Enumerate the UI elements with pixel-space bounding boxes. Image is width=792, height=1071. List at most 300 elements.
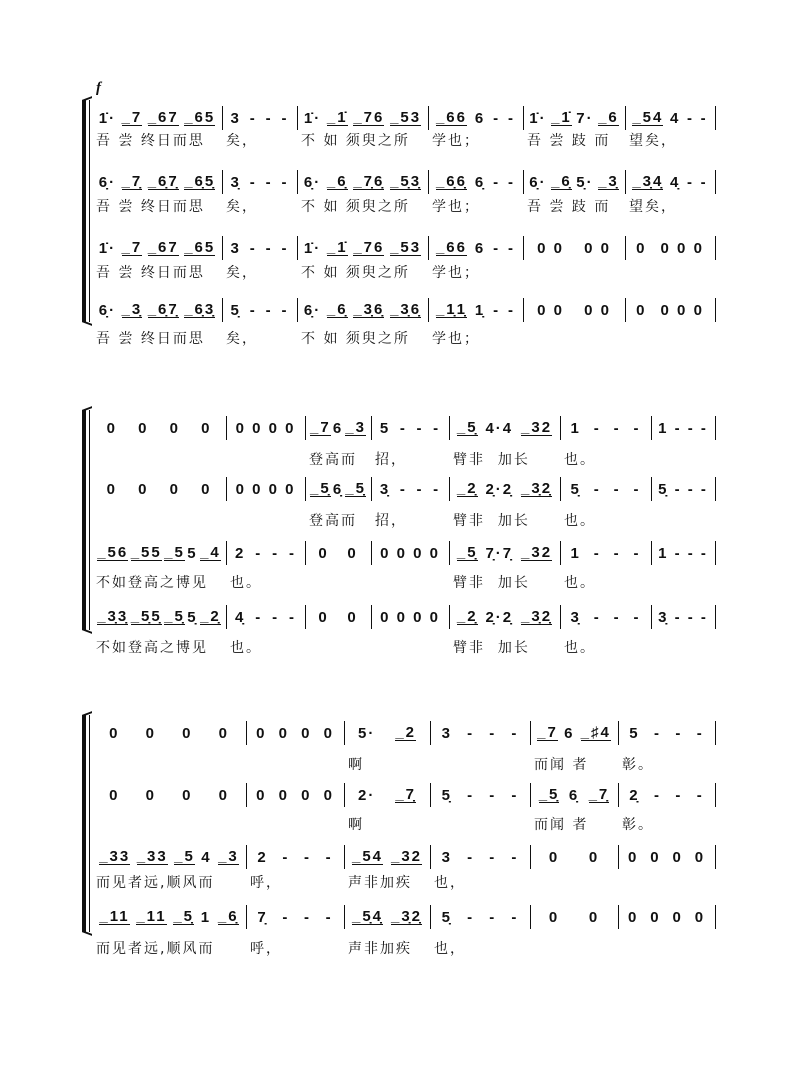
lyric-text: 也， — [434, 875, 466, 891]
measure — [434, 785, 526, 805]
bar-line — [226, 541, 227, 565]
note-group: _32 — [390, 848, 423, 865]
measure — [622, 907, 711, 927]
lyric-text: 不 如 须臾之所 — [301, 133, 410, 149]
note-group: 0 — [672, 848, 683, 866]
note-group: - — [613, 480, 621, 498]
note-group: - — [687, 480, 695, 498]
note-group: _5̣5̣ — [130, 608, 162, 625]
note-group: _6̣ — [551, 173, 572, 190]
note-group: - — [416, 480, 424, 498]
note-group: 6̣· — [98, 173, 117, 191]
note-group: 7̣ — [257, 908, 268, 926]
measure — [309, 479, 367, 499]
lyric-text: 啊 — [348, 757, 364, 773]
note-group: 6̣ — [568, 786, 580, 804]
bar-line — [430, 783, 431, 807]
measure — [226, 172, 293, 192]
note-group: - — [675, 724, 683, 742]
lyric-text: 声非加疾 — [348, 875, 412, 891]
note-group: 0 — [347, 608, 358, 626]
note-group: _5̣ — [310, 480, 331, 497]
measure — [301, 300, 424, 320]
lyric-text: 呼， — [250, 941, 282, 957]
measure — [564, 607, 647, 627]
note-group: - — [265, 109, 273, 127]
note-group: - — [255, 608, 263, 626]
note-group: _54 — [632, 109, 664, 126]
measure — [655, 418, 711, 438]
lyric-text: 也。 — [564, 640, 596, 656]
note-group: 0 — [218, 724, 229, 742]
bar-line — [625, 170, 626, 194]
note-group: 7̣·7̣ — [485, 544, 514, 562]
note-group: 2̣·2̣ — [485, 608, 514, 626]
note-group: 6̣· — [98, 301, 117, 319]
bar-line — [715, 298, 716, 322]
note-group: 2 — [234, 544, 246, 562]
lyric-text: 而闻 者 — [534, 757, 589, 773]
note-group: 0 0 0 0 — [235, 419, 296, 437]
lyric-text: 吾 尝 跂 而 — [527, 199, 611, 215]
note-group: _6̣ — [326, 301, 348, 318]
note-group: - — [489, 908, 497, 926]
bar-line — [371, 541, 372, 565]
bar-line — [449, 416, 450, 440]
note-group: - — [325, 908, 333, 926]
lyric-text: 臂非 加长 — [453, 575, 530, 591]
note-group: _3̣ — [598, 173, 619, 190]
note-group: - — [249, 109, 257, 127]
bar-line — [344, 905, 345, 929]
note-group: - — [508, 109, 516, 127]
note-group: - — [281, 239, 289, 257]
note-group: 0 — [109, 724, 120, 742]
note-group: - — [675, 786, 683, 804]
note-group: - — [289, 544, 297, 562]
note-group: - — [511, 908, 519, 926]
measure — [250, 847, 340, 867]
bar-line — [222, 170, 223, 194]
lyric-text: 也。 — [230, 640, 262, 656]
lyric-text: 不如登高之博见 — [96, 575, 208, 591]
note-group: 3̣ — [379, 480, 391, 498]
note-group: _3̣ — [121, 301, 143, 318]
bar-line — [222, 106, 223, 130]
note-group: 0 — [182, 724, 193, 742]
lyric-text: 臂非 加长 — [453, 452, 530, 468]
bar-line — [428, 298, 429, 322]
lyric-text: 臂非 加长 — [453, 640, 530, 656]
lyric-text: 矣， — [226, 331, 258, 347]
note-group: _1̇ — [551, 109, 572, 126]
note-group: 0 — [694, 848, 706, 866]
lyric-text: 也。 — [230, 575, 262, 591]
measure — [527, 108, 621, 128]
note-group: - — [493, 239, 501, 257]
bar-line — [715, 845, 716, 869]
note-group: 6̣· — [303, 301, 322, 319]
note-group: 0 — [347, 544, 358, 562]
lyric-text: 呼， — [250, 875, 282, 891]
note-group: - — [700, 109, 708, 127]
measure — [250, 785, 340, 805]
note-group: _54 — [351, 848, 384, 865]
bar-line — [449, 541, 450, 565]
measure — [564, 479, 647, 499]
note-group: 0 0 — [537, 239, 564, 257]
measure — [96, 479, 222, 499]
note-group: 1̇· — [303, 109, 322, 127]
note-group: - — [511, 724, 519, 742]
measure — [96, 847, 242, 867]
bar-line — [344, 721, 345, 745]
lyric-text: 登高而 — [309, 452, 357, 468]
note-group: 1 — [658, 544, 669, 562]
bar-line — [428, 106, 429, 130]
dynamic-marking: f — [96, 80, 101, 96]
bar-line — [246, 905, 247, 929]
note-group: - — [303, 848, 311, 866]
note-group: _5̣ — [456, 544, 478, 561]
note-group: - — [265, 239, 273, 257]
measure — [96, 172, 218, 192]
note-group: 0 0 0 — [660, 239, 704, 257]
note-group: _7 — [537, 724, 558, 741]
note-group: - — [467, 786, 475, 804]
note-group: 0 — [548, 848, 560, 866]
lyric-text: 学也； — [432, 133, 480, 149]
measure — [348, 847, 426, 867]
note-group: - — [674, 480, 682, 498]
note-group: _7̣ — [588, 786, 610, 803]
note-group: 0 — [201, 480, 212, 498]
note-group: 1 — [658, 419, 669, 437]
note-group: - — [613, 608, 621, 626]
note-group: - — [508, 239, 516, 257]
note-group: 0 — [627, 908, 639, 926]
note-group: 3̣ — [658, 608, 669, 626]
measure — [301, 172, 424, 192]
note-group: - — [508, 301, 516, 319]
bar-line — [430, 721, 431, 745]
note-group: 1̇· — [98, 109, 117, 127]
note-group: - — [281, 173, 289, 191]
note-group: - — [249, 301, 257, 319]
bar-line — [523, 298, 524, 322]
note-group: - — [493, 301, 501, 319]
bar-line — [651, 416, 652, 440]
note-group: 0 — [256, 724, 267, 742]
measure — [96, 418, 222, 438]
note-group: _3 — [345, 419, 366, 436]
lyric-text: 也。 — [564, 513, 596, 529]
note-group: _53 — [390, 239, 422, 256]
note-group: 3 — [441, 724, 452, 742]
note-group: - — [282, 848, 290, 866]
note-group: 1̇· — [303, 239, 322, 257]
note-group: 5 — [629, 724, 640, 742]
measure — [432, 300, 519, 320]
bar-line — [226, 605, 227, 629]
note-group: _2̣ — [456, 480, 478, 497]
note-group: - — [433, 480, 441, 498]
note-group: - — [289, 608, 297, 626]
note-group: _56 — [97, 544, 129, 561]
note-group: _7̣ — [121, 173, 143, 190]
note-group: _3̣2̣ — [390, 908, 423, 925]
bar-line — [226, 416, 227, 440]
lyric-text: 也。 — [564, 575, 596, 591]
measure — [655, 607, 711, 627]
lyric-text: 学也； — [432, 265, 480, 281]
note-group: - — [282, 908, 290, 926]
note-group: _3̣6̣ — [353, 301, 385, 318]
measure — [230, 543, 301, 563]
lyric-text: 不 如 须臾之所 — [301, 331, 410, 347]
bar-line — [715, 170, 716, 194]
note-group: _76 — [353, 109, 385, 126]
bar-line — [715, 236, 716, 260]
measure — [453, 543, 556, 563]
note-group: 0 — [106, 480, 117, 498]
bar-line — [560, 416, 561, 440]
bar-line — [715, 605, 716, 629]
note-group: - — [700, 544, 708, 562]
bar-line — [715, 477, 716, 501]
measure — [629, 238, 711, 258]
measure — [622, 723, 711, 743]
measure — [96, 238, 218, 258]
note-group: 0 — [218, 786, 229, 804]
lyric-text: 彰。 — [622, 817, 654, 833]
note-group: 0 — [256, 786, 267, 804]
bar-line — [715, 416, 716, 440]
note-group: 5· — [357, 724, 376, 742]
note-group: _6̣7̣ — [147, 301, 179, 318]
note-group: 6̣ — [474, 173, 486, 191]
note-group: - — [433, 419, 441, 437]
lyric-text: 吾 尝 跂 而 — [527, 133, 611, 149]
note-group: 3̣ — [230, 173, 241, 191]
measure — [96, 907, 242, 927]
note-group: _7 — [121, 239, 143, 256]
note-group: _32 — [521, 544, 553, 561]
note-group: _7̣ — [395, 786, 416, 803]
note-group: 2̣ — [629, 786, 640, 804]
bar-line — [560, 477, 561, 501]
bar-line — [651, 605, 652, 629]
lyric-text: 招， — [375, 452, 407, 468]
lyric-text: 啊 — [348, 817, 364, 833]
lyric-text: 矣， — [226, 133, 258, 149]
note-group: 7· — [576, 109, 594, 127]
note-group: - — [633, 544, 641, 562]
note-group: _5̣ — [173, 908, 194, 925]
measure — [230, 607, 301, 627]
measure — [629, 172, 711, 192]
note-group: _11 — [136, 908, 167, 925]
note-group: _6̣7̣ — [147, 173, 179, 190]
measure — [96, 723, 242, 743]
note-group: 4 — [201, 848, 212, 866]
note-group: 1 — [570, 419, 581, 437]
measure — [375, 607, 445, 627]
note-group: 0 — [182, 786, 193, 804]
measure — [226, 238, 293, 258]
bar-line — [715, 783, 716, 807]
note-group: - — [674, 608, 682, 626]
measure — [301, 238, 424, 258]
bar-line — [226, 477, 227, 501]
note-group: 1̣ — [474, 301, 486, 319]
measure — [564, 418, 647, 438]
note-group: - — [613, 419, 621, 437]
bar-line — [371, 605, 372, 629]
note-group: - — [674, 419, 682, 437]
note-group: - — [653, 724, 661, 742]
note-group: - — [633, 419, 641, 437]
system-bracket — [82, 100, 86, 322]
note-group: 6 — [474, 239, 486, 257]
note-group: - — [303, 908, 311, 926]
bar-line — [618, 905, 619, 929]
measure — [230, 418, 301, 438]
note-group: 4·4 — [485, 419, 514, 437]
lyric-text: 彰。 — [622, 757, 654, 773]
note-group: - — [696, 724, 704, 742]
measure — [375, 543, 445, 563]
note-group: 6̣· — [303, 173, 322, 191]
bar-line — [449, 477, 450, 501]
note-group: _33 — [99, 848, 131, 865]
note-group: - — [265, 173, 273, 191]
note-group: _67 — [147, 109, 179, 126]
note-group: 0 — [301, 724, 312, 742]
bar-line — [246, 845, 247, 869]
note-group: 5̣· — [576, 173, 594, 191]
bar-line — [344, 845, 345, 869]
measure — [96, 607, 222, 627]
measure — [250, 907, 340, 927]
note-group: _5̣ — [538, 786, 560, 803]
measure — [250, 723, 340, 743]
note-group: 4̣ — [234, 608, 246, 626]
note-group: 0 0 0 0 — [380, 544, 440, 562]
system-line — [89, 410, 90, 630]
note-group: _7̣6̣ — [353, 173, 385, 190]
lyric-text: 而见者远,顺风而 — [96, 941, 215, 957]
note-group: - — [489, 848, 497, 866]
bar-line — [715, 541, 716, 565]
note-group: - — [674, 544, 682, 562]
bar-line — [297, 298, 298, 322]
note-group: 0 — [588, 848, 600, 866]
note-group: _3̣4̣ — [632, 173, 664, 190]
bar-line — [344, 783, 345, 807]
bar-line — [715, 721, 716, 745]
note-group: - — [700, 173, 708, 191]
note-group: 0 0 0 0 — [380, 608, 440, 626]
measure — [453, 607, 556, 627]
note-group: _3̣3̣ — [97, 608, 129, 625]
note-group: 6̣· — [529, 173, 547, 191]
bar-line — [625, 298, 626, 322]
lyric-text: 不 如 须臾之所 — [301, 199, 410, 215]
measure — [622, 785, 711, 805]
note-group: - — [613, 544, 621, 562]
note-group: 6 — [332, 419, 344, 437]
bar-line — [305, 477, 306, 501]
note-group: - — [467, 848, 475, 866]
note-group: 0 0 0 — [660, 301, 704, 319]
measure — [375, 418, 445, 438]
note-group: _5̣ — [456, 419, 478, 436]
measure — [534, 785, 614, 805]
lyric-text: 不 如 须臾之所 — [301, 265, 410, 281]
note-group: - — [265, 301, 273, 319]
measure — [434, 847, 526, 867]
note-group: - — [687, 544, 695, 562]
bar-line — [222, 298, 223, 322]
note-group: _1̇ — [326, 239, 348, 256]
note-group: 0 — [650, 908, 661, 926]
note-group: _5̣3̣ — [390, 173, 422, 190]
note-group: 3 — [230, 239, 241, 257]
note-group: 1̇· — [98, 239, 117, 257]
note-group: _5̣4̣ — [351, 908, 384, 925]
note-group: - — [696, 786, 704, 804]
note-group: 0 — [318, 544, 329, 562]
bar-line — [560, 605, 561, 629]
measure — [534, 847, 614, 867]
note-group: - — [281, 301, 289, 319]
note-group: - — [272, 608, 280, 626]
note-group: - — [593, 608, 601, 626]
measure — [453, 479, 556, 499]
note-group: 1 — [200, 908, 212, 926]
lyric-text: 招， — [375, 513, 407, 529]
note-group: 0 — [138, 480, 149, 498]
note-group: _3̣6̣ — [390, 301, 422, 318]
note-group: 0 0 — [584, 239, 611, 257]
note-group: 0 — [318, 608, 329, 626]
bar-line — [246, 783, 247, 807]
note-group: 1̇· — [529, 109, 547, 127]
note-group: _7 — [310, 419, 331, 436]
lyric-text: 吾 尝 终日而思 — [96, 133, 205, 149]
measure — [434, 723, 526, 743]
note-group: 6 — [474, 109, 486, 127]
lyric-text: 不如登高之博见 — [96, 640, 208, 656]
note-group: - — [633, 480, 641, 498]
measure — [309, 418, 367, 438]
bar-line — [297, 106, 298, 130]
measure — [655, 543, 711, 563]
note-group: 0 — [138, 419, 149, 437]
bar-line — [715, 905, 716, 929]
note-group: 0 — [109, 786, 120, 804]
measure — [226, 108, 293, 128]
note-group: _6̣5̣ — [184, 173, 216, 190]
bar-line — [297, 170, 298, 194]
note-group: 0 — [548, 908, 560, 926]
bar-line — [449, 605, 450, 629]
note-group: - — [700, 480, 708, 498]
measure — [96, 300, 218, 320]
note-group: 0 — [323, 786, 334, 804]
system-line — [89, 715, 90, 932]
